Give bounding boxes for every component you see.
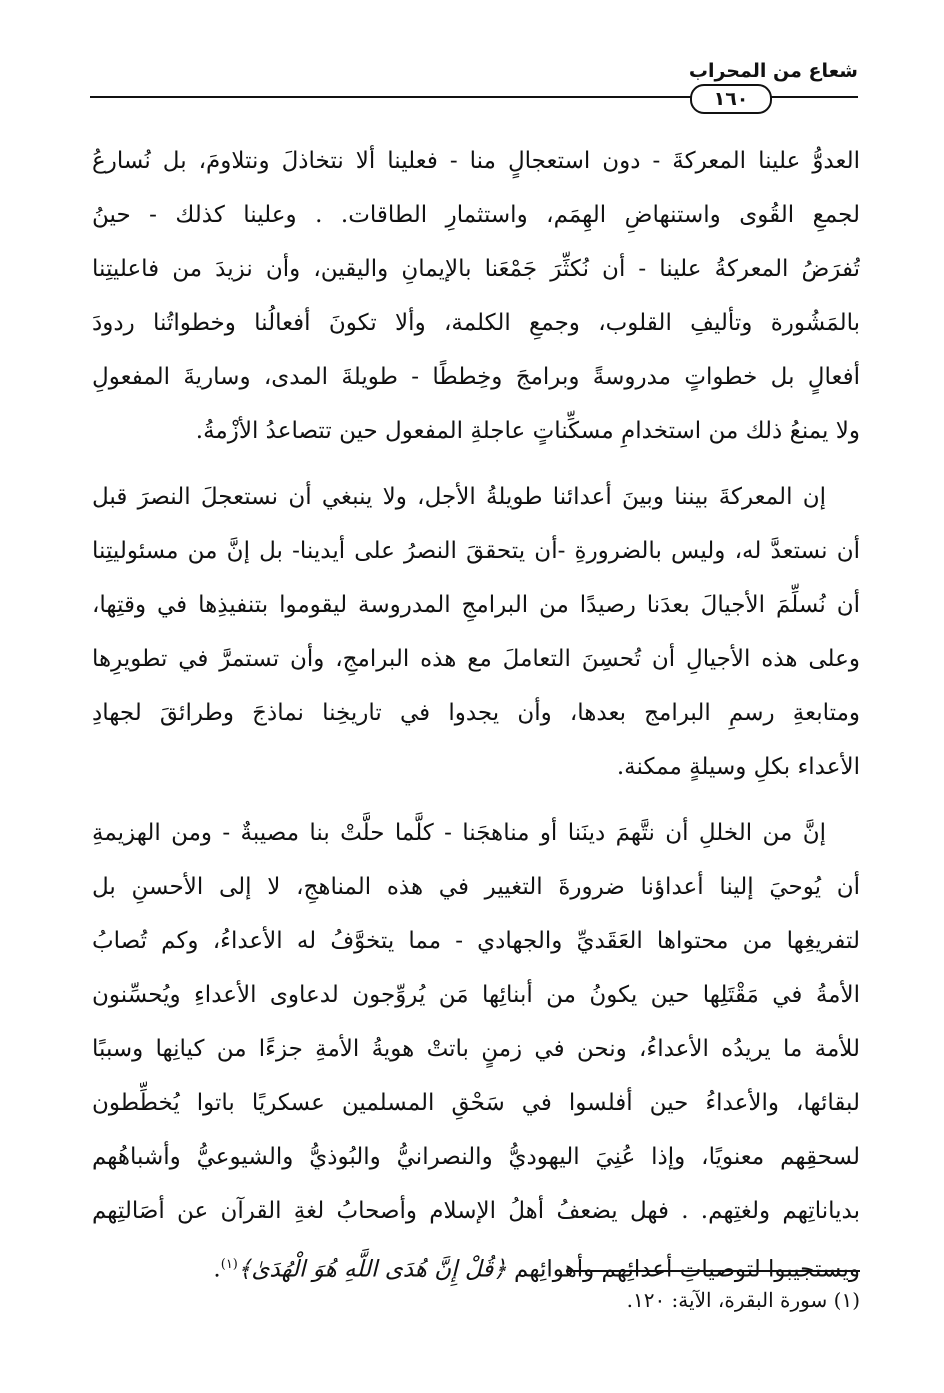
text-line: أن نستعدَّ له، وليس بالضرورةِ -أن يتحققَ النصرُ على أيدينا- بل إنَّ من مسئوليتِنا bbox=[92, 538, 860, 564]
text-line: أن نُسلِّمَ الأجيالَ بعدَنا رصيدًا من البرامجِ المدروسة ليقوموا بتنفيذِها في وقتِها، bbox=[92, 592, 860, 618]
text-line: ولا يمنعُ ذلك من استخدامِ مسكِّناتٍ عاجلةِ المفعول حين تتصاعدُ الأزْمةُ. bbox=[195, 418, 860, 444]
page-number: ١٦٠ bbox=[690, 84, 772, 114]
text-line: لتفريغِها من محتواها العَقَديِّ والجهادي - مما يتخوَّفُ له الأعداءُ، وكم تُصابُ bbox=[92, 928, 860, 954]
text-line: لبقائها، والأعداءُ حين أفلسوا في سَحْقِ المسلمين عسكريًا باتوا يُخطِّطون bbox=[92, 1090, 860, 1116]
sentence-end: . bbox=[213, 1256, 221, 1283]
text-line: العدوُّ علينا المعركةَ - دون استعجالٍ منا - فعلينا ألا نتخاذلَ ونتلاومَ، بل نُسارعُ bbox=[92, 148, 860, 174]
paragraph-3 bbox=[92, 806, 860, 1292]
text-line: بالمَشُورة وتأليفِ القلوب، وجمعِ الكلمة، وألا تكونَ أفعالُنا وخطواتُنا ردودَ bbox=[92, 310, 860, 336]
text-line: تُفرَضُ المعركةُ علينا - أن نُكثِّرَ جَمْعَنا بالإيمانِ واليقين، وأن نزيدَ من فاعليتِنا bbox=[92, 256, 860, 282]
text-line: إنَّ من الخللِ أن نتَّهمَ دينَنا أو مناهجَنا - كلَّما حلَّتْ بنا مصيبةٌ - ومن الهزيمةِ bbox=[92, 820, 826, 846]
footnote-reference[interactable]: (١) bbox=[220, 1257, 238, 1272]
text-line: بدياناتِهم ولغتِهم. . فهل يضعفُ أهلُ الإسلام وأصحابُ لغةِ القرآن عن أصَالتِهم bbox=[92, 1198, 860, 1224]
text-line: للأمة ما يريدُه الأعداءُ، ونحن في زمنٍ باتتْ هويةُ الأمةِ جزءًا من كيانِها وسببًا bbox=[92, 1036, 860, 1062]
text-line-with-quran-verse bbox=[92, 1238, 860, 1292]
footnote: (١) سورة البقرة، الآية: ١٢٠. bbox=[626, 1288, 860, 1312]
text-line: لسحقِهم معنويًا، وإذا عُنِيَ اليهوديُّ والنصرانيُّ والبُوذيُّ والشيوعيُّ وأشباهُهم bbox=[92, 1144, 860, 1170]
running-title: شعاع من المحراب bbox=[688, 60, 858, 82]
text-line: ومتابعةِ رسمِ البرامج بعدها، وأن يجدوا في تاريخِنا نماذجَ وطرائقَ لجهادِ bbox=[92, 700, 860, 726]
text-line: الأمةُ في مَقْتَلِها حين يكونُ من أبنائِها مَن يُروِّجون لدعاوى الأعداءِ ويُحسِّنون bbox=[92, 982, 860, 1008]
text-line: الأعداء بكلِ وسيلةٍ ممكنة. bbox=[616, 754, 860, 780]
text-line: أفعالٍ بل خطواتٍ مدروسةً وبرامجَ وخِططًا - طويلةَ المدى، وساريةَ المفعولِ bbox=[92, 364, 860, 390]
text-line: وعلى هذه الأجيالِ أن تُحسِنَ التعاملَ مع هذه البرامجِ، وأن تستمرَّ في تطويرِها bbox=[92, 646, 860, 672]
quran-verse: ﴿قُلْ إِنَّ هُدَى اللَّهِ هُوَ الْهُدَىٰ﴾ bbox=[237, 1256, 507, 1283]
paragraph-1 bbox=[92, 134, 860, 458]
text-line: لجمعِ القُوى واستنهاضِ الهِمَم، واستثمارِ الطاقات. . وعلينا كذلك - حينُ bbox=[92, 202, 860, 228]
text-line: إن المعركةَ بيننا وبينَ أعدائنا طويلةُ الأجل، ولا ينبغي أن نستعجلَ النصرَ قبل bbox=[92, 484, 826, 510]
paragraph-2 bbox=[92, 470, 860, 794]
body-text bbox=[92, 134, 860, 1292]
footnote-rule bbox=[566, 1270, 860, 1272]
line-text: ويستجيبوا لتوصياتِ أعدائِهم وأهوائِهم bbox=[514, 1256, 860, 1283]
text-line: أن يُوحيَ إلينا أعداؤنا ضرورةَ التغيير في هذه المناهجِ، لا إلى الأحسنِ بل bbox=[92, 874, 860, 900]
